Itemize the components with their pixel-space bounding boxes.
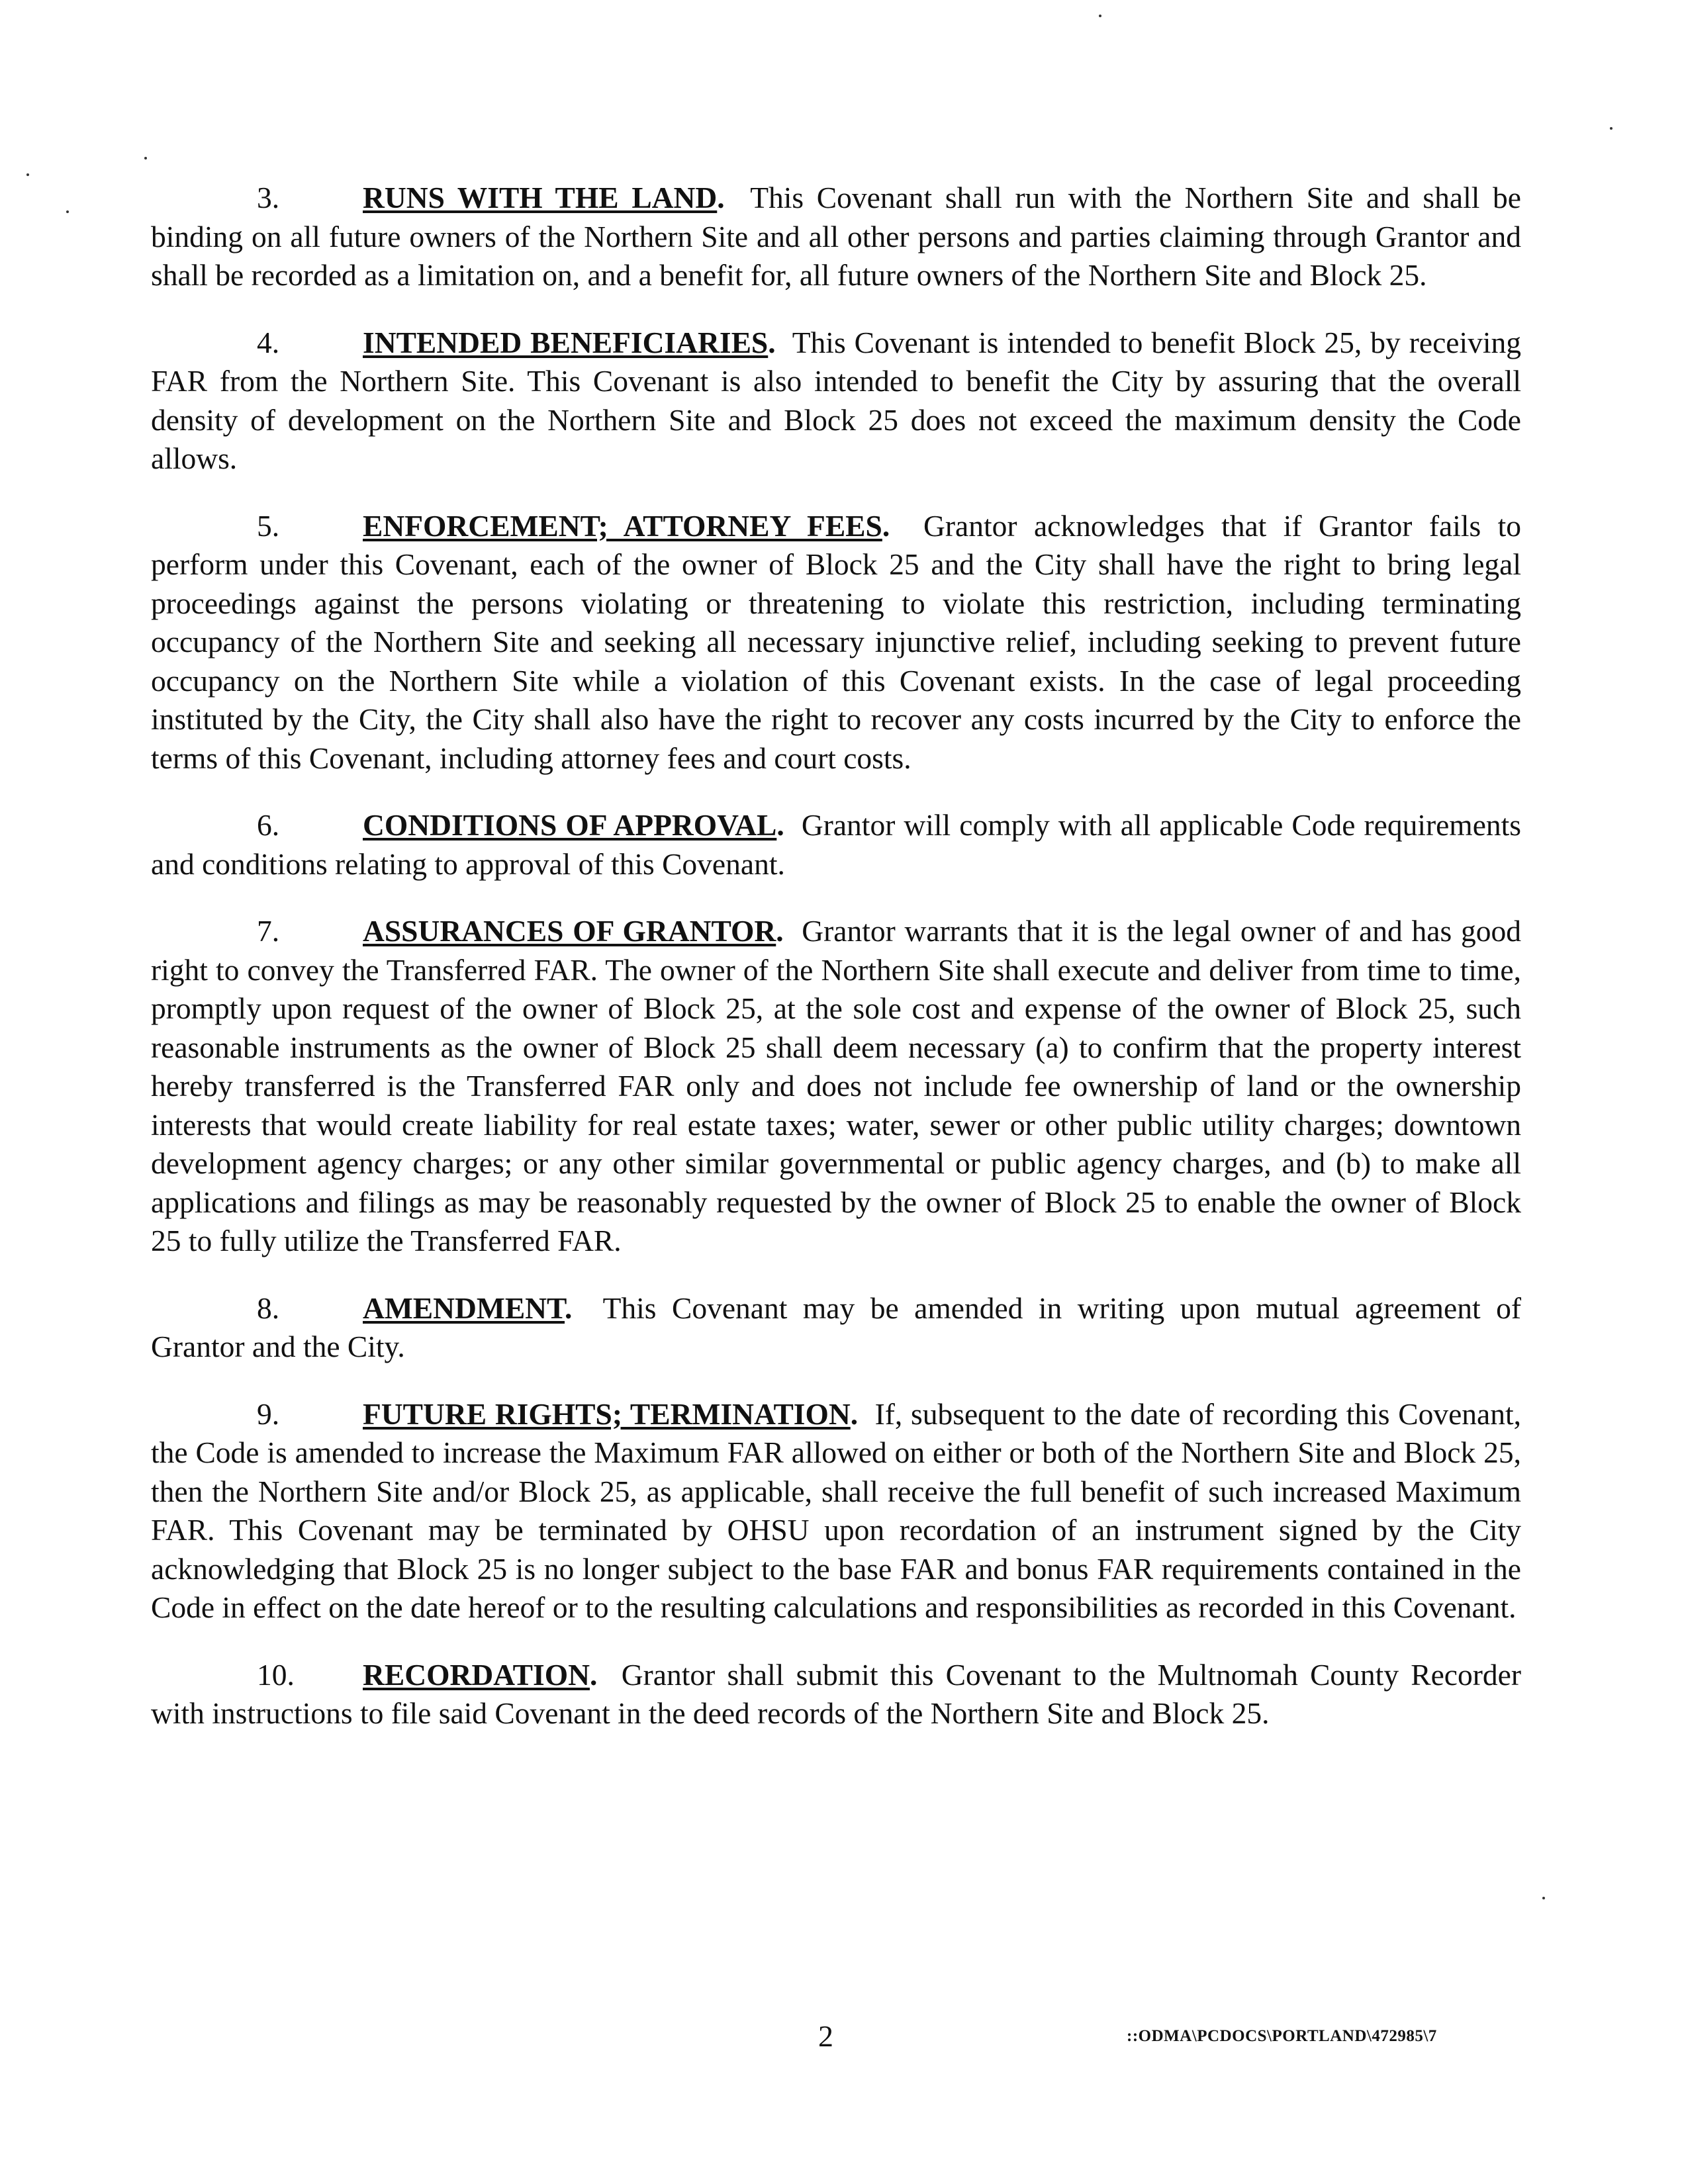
section-heading: ASSURANCES OF GRANTOR xyxy=(363,914,776,948)
section-number: 4. xyxy=(257,325,280,359)
section-heading: ENFORCEMENT; ATTORNEY FEES xyxy=(363,508,882,543)
scan-speck xyxy=(1099,15,1101,17)
section-text: This Covenant is intended to benefit Block 25, by receiving FAR from the Northern Site. This Covenant is also intended to benefit the City by assuring that the overall density of development on the Northern Site and Block 25 does not exceed the maximum density the Code allows. xyxy=(151,325,1521,475)
scan-speck xyxy=(1542,1897,1545,1899)
section-number: 7. xyxy=(257,914,280,948)
section-text: If, subsequent to the date of recording this Covenant, the Code is amended to increase the Maximum FAR allowed on either or both of the Northern Site and Block 25, then the Northern Site and/or Block 25, as applicable, shall receive the full benefit of such increased Maximum FAR. This Covenant may be terminated by OHSU upon recordation of an instrument signed by the City acknowledging that Block 25 is no longer subject to the base FAR and bonus FAR requirements contained in the Code in effect on the date hereof or to the resulting calculations and responsibilities as recorded in this Covenant. xyxy=(151,1396,1521,1624)
section-number: 10. xyxy=(257,1657,295,1692)
scan-speck xyxy=(144,157,147,159)
section-7: 7. ASSURANCES OF GRANTOR. Grantor warrants that it is the legal owner of and has good right to convey the Transferred FAR. The owner of the Northern Site shall execute and deliver from time to time, promptly upon request of the owner of Block 25, at the sole cost and expense of the owner of Block 25, such reasonable instruments as the owner of Block 25 shall deem necessary (a) to confirm that the property interest hereby transferred is the Transferred FAR only and does not include fee ownership of land or the ownership interests that would create liability for real estate taxes; water, sewer or other public utility charges; downtown development agency charges; or any other similar governmental or public agency charges, and (b) to make all applications and filings as may be reasonably requested by the owner of Block 25 to enable the owner of Block 25 to fully utilize the Transferred FAR. xyxy=(151,912,1521,1261)
section-number: 3. xyxy=(257,181,280,214)
section-text: This Covenant may be amended in writing upon mutual agreement of Grantor and the City. xyxy=(151,1291,1521,1363)
section-number: 8. xyxy=(257,1291,280,1325)
section-number: 5. xyxy=(257,508,280,543)
section-heading: RECORDATION xyxy=(363,1657,590,1692)
section-heading: INTENDED BENEFICIARIES xyxy=(363,325,769,359)
section-9: 9. FUTURE RIGHTS; TERMINATION. If, subsequent to the date of recording this Covenant, the Code is amended to increase the Maximum FAR allowed on either or both of the Northern Site and Block 25, then the Northern Site and/or Block 25, as applicable, shall receive the full benefit of such increased Maximum FAR. This Covenant may be terminated by OHSU upon recordation of an instrument signed by the City acknowledging that Block 25 is no longer subject to the base FAR and bonus FAR requirements contained in the Code in effect on the date hereof or to the resulting calculations and responsibilities as recorded in this Covenant. xyxy=(151,1395,1521,1627)
section-3: 3. RUNS WITH THE LAND. This Covenant shall run with the Northern Site and shall be binding on all future owners of the Northern Site and all other persons and parties claiming through Grantor and shall be recorded as a limitation on, and a benefit for, all future owners of the Northern Site and Block 25. xyxy=(151,179,1521,295)
section-number: 6. xyxy=(257,808,280,842)
section-text: Grantor acknowledges that if Grantor fails to perform under this Covenant, each of the owner of Block 25 and the City shall have the right to bring legal proceedings against the persons violating or threatening to violate this restriction, including terminating occupancy of the Northern Site and seeking all necessary injunctive relief, including seeking to prevent future occupancy on the Northern Site while a violation of this Covenant exists. In the case of legal proceeding instituted by the City, the City shall also have the right to recover any costs incurred by the City to enforce the terms of this Covenant, including attorney fees and court costs. xyxy=(151,508,1521,775)
document-body xyxy=(151,179,1521,1762)
section-6: 6. CONDITIONS OF APPROVAL. Grantor will comply with all applicable Code requirements and conditions relating to approval of this Covenant. xyxy=(151,806,1521,884)
scan-speck xyxy=(66,210,69,213)
section-text: Grantor will comply with all applicable Code requirements and conditions relating to approval of this Covenant. xyxy=(151,808,1521,881)
section-text: Grantor warrants that it is the legal owner of and has good right to convey the Transferred FAR. The owner of the Northern Site shall execute and deliver from time to time, promptly upon request of the owner of Block 25, at the sole cost and expense of the owner of Block 25, such reasonable instruments as the owner of Block 25 shall deem necessary (a) to confirm that the property interest hereby transferred is the Transferred FAR only and does not include fee ownership of land or the ownership interests that would create liability for real estate taxes; water, sewer or other public utility charges; downtown development agency charges; or any other similar governmental or public agency charges, and (b) to make all applications and filings as may be reasonably requested by the owner of Block 25 to enable the owner of Block 25 to fully utilize the Transferred FAR. xyxy=(151,914,1522,1257)
section-heading: CONDITIONS OF APPROVAL xyxy=(363,808,777,842)
scan-speck xyxy=(26,173,29,176)
section-4: 4. INTENDED BENEFICIARIES. This Covenant is intended to benefit Block 25, by receiving FAR from the Northern Site. This Covenant is also intended to benefit the City by assuring that the overall density of development on the Northern Site and Block 25 does not exceed the maximum density the Code allows. xyxy=(151,324,1521,478)
document-id: ::ODMA\PCDOCS\PORTLAND\472985\7 xyxy=(1127,2027,1437,2045)
section-number: 9. xyxy=(257,1396,280,1431)
section-heading: FUTURE RIGHTS; TERMINATION xyxy=(363,1396,851,1431)
section-text: Grantor shall submit this Covenant to the Multnomah County Recorder with instructions to file said Covenant in the deed records of the Northern Site and Block 25. xyxy=(151,1657,1522,1730)
page-number: 2 xyxy=(818,2019,833,2053)
scan-speck xyxy=(1610,127,1612,130)
section-heading: RUNS WITH THE LAND xyxy=(363,181,718,214)
section-5: 5. ENFORCEMENT; ATTORNEY FEES. Grantor acknowledges that if Grantor fails to perform under this Covenant, each of the owner of Block 25 and the City shall have the right to bring legal proceedings against the persons violating or threatening to violate this restriction, including terminating occupancy of the Northern Site and seeking all necessary injunctive relief, including seeking to prevent future occupancy on the Northern Site while a violation of this Covenant exists. In the case of legal proceeding instituted by the City, the City shall also have the right to recover any costs incurred by the City to enforce the terms of this Covenant, including attorney fees and court costs. xyxy=(151,507,1521,778)
section-heading: AMENDMENT xyxy=(363,1291,565,1325)
section-text: This Covenant shall run with the Northern Site and shall be binding on all future owners of the Northern Site and all other persons and parties claiming through Grantor and shall be recorded as a limitation on, and a benefit for, all future owners of the Northern Site and Block 25. xyxy=(151,181,1521,292)
section-10: 10. RECORDATION. Grantor shall submit this Covenant to the Multnomah County Recorder with instructions to file said Covenant in the deed records of the Northern Site and Block 25. xyxy=(151,1656,1521,1733)
section-8: 8. AMENDMENT. This Covenant may be amended in writing upon mutual agreement of Grantor and the City. xyxy=(151,1289,1521,1367)
